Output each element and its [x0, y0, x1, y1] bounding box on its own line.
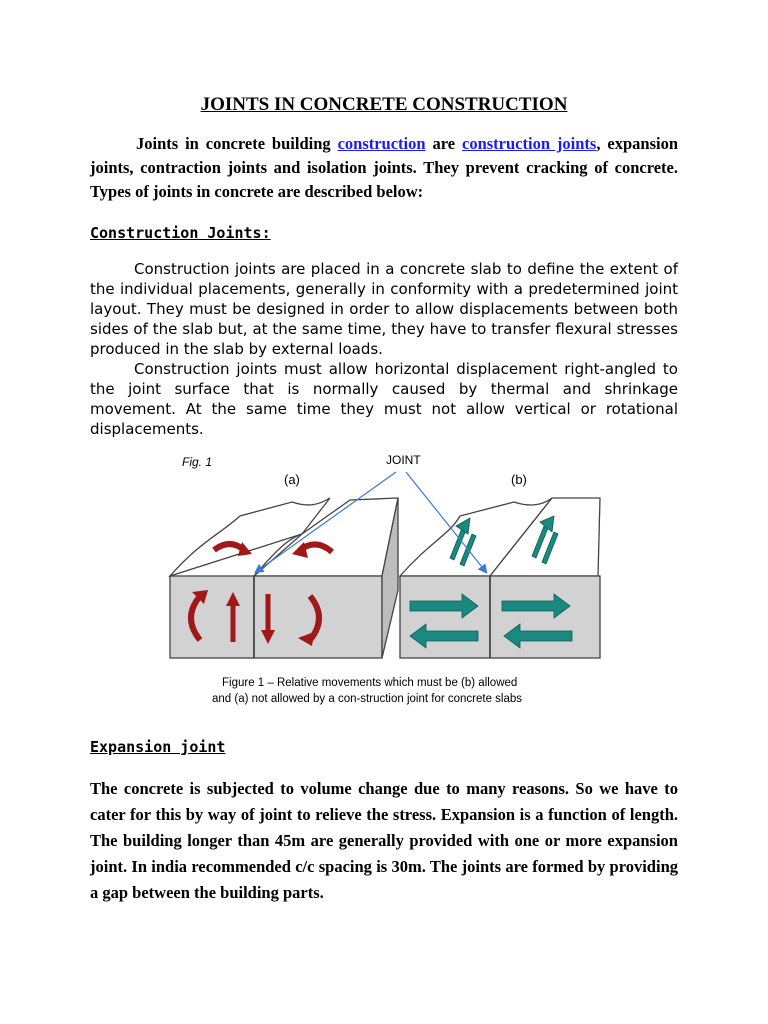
- slab-b: [400, 498, 600, 658]
- figure-joint-movements: [160, 446, 610, 716]
- intro-text-1: Joints in concrete building: [136, 134, 338, 153]
- page-title: JOINTS IN CONCRETE CONSTRUCTION: [200, 94, 568, 115]
- construction-joints-heading: Construction Joints:: [90, 224, 271, 242]
- cj-paragraph-2-text: Construction joints must allow horizontal displacement right-angled to the joint surface that is normally caused by thermal and shrinkage movement. At the same time they must not allow vertical or rotational displacements.: [90, 360, 678, 438]
- cj-paragraph-1-text: Construction joints are placed in a concrete slab to define the extent of the individual placements, generally in conformity with a predetermined joint layout. They must be designed in order to allow displacements between both sides of the slab but, at the same time, they have to transfer flexural stresses produced in the slab by external loads.: [90, 260, 678, 358]
- fig-label: Fig. 1: [182, 455, 213, 469]
- expansion-joint-heading: Expansion joint: [90, 738, 226, 756]
- label-a: (a): [284, 472, 300, 487]
- joint-label: JOINT: [386, 453, 421, 467]
- expansion-joint-paragraph: The concrete is subjected to volume change due to many reasons. So we have to cater for this by way of joint to relieve the stress. Expansion is a function of length. The building longer than 45m are generally provided with one or more expansion joint. In india recommended c/c spacing is 30m. The joints are formed by providing a gap between the building parts.: [90, 779, 678, 902]
- intro-text-3: , expansion joints, contraction joints and isolation joints. They prevent cracking of concrete. Types of joints in concrete are described below:: [90, 134, 678, 201]
- construction-link[interactable]: construction: [337, 134, 426, 153]
- construction-joints-link[interactable]: construction joints: [462, 134, 597, 153]
- caption-line-2: and (a) not allowed by a con-struction joint for concrete slabs: [212, 693, 523, 705]
- caption-line-1: Figure 1 – Relative movements which must be (b) allowed: [222, 677, 518, 689]
- construction-joints-paragraph: [90, 259, 678, 439]
- label-b: (b): [511, 472, 527, 487]
- cj-paragraph-2: [90, 359, 678, 439]
- slab-a: [170, 498, 398, 658]
- cj-paragraph-1: [90, 259, 678, 359]
- intro-text-2: are: [425, 134, 462, 153]
- intro-paragraph: [90, 132, 678, 204]
